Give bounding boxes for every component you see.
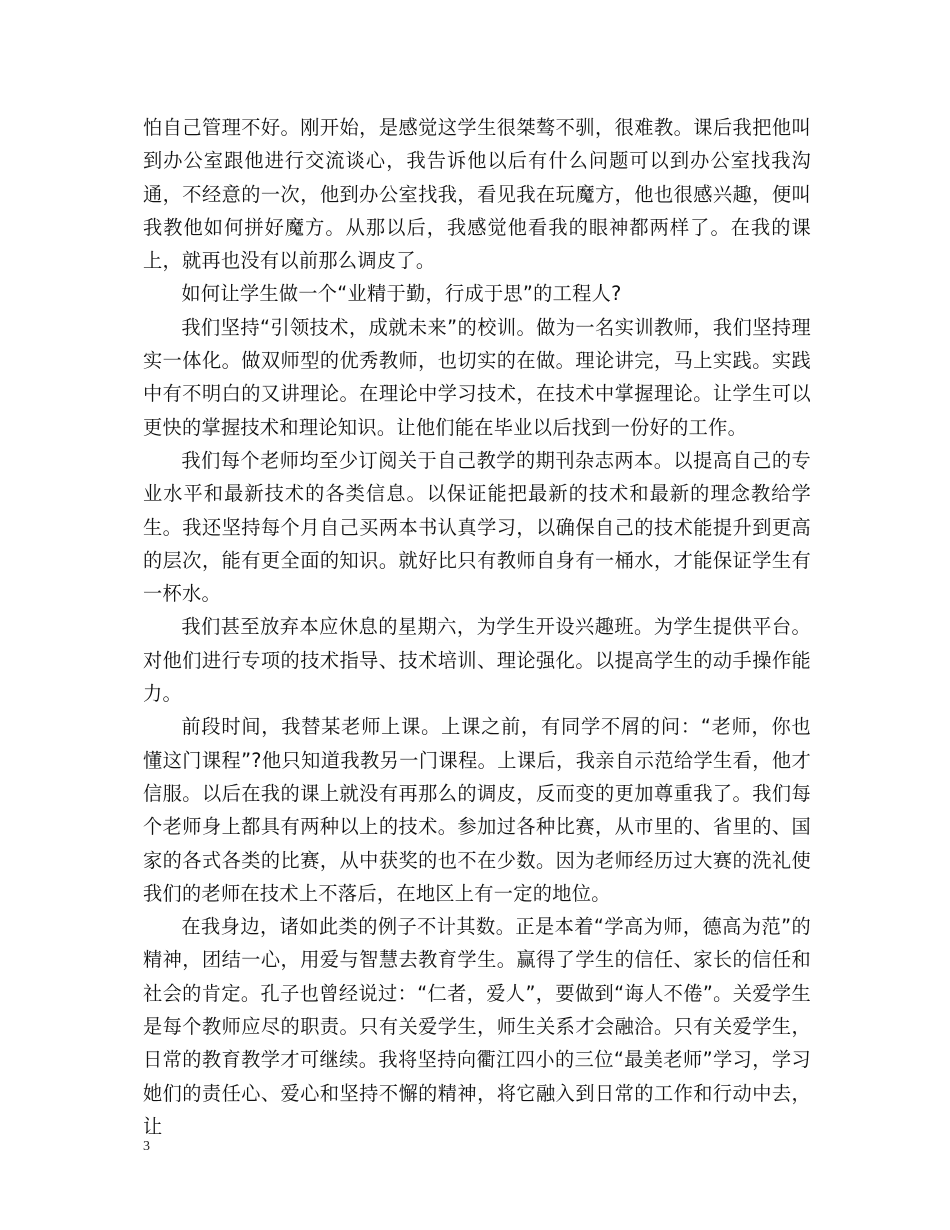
body-text <box>143 111 811 1143</box>
paragraph: 前段时间，我替某老师上课。上课之前，有同学不屑的问：“老师，你也懂这门课程”?他只知道我教另一门课程。上课后，我亲自示范给学生看，他才信服。以后在我的课上就没有再那么的调皮，反而变的更加尊重我了。我们每个老师身上都具有两种以上的技术。参加过各种比赛，从市里的、省里的、国家的各式各类的比赛，从中获奖的也不在少数。因为老师经历过大赛的洗礼使我们的老师在技术上不落后，在地区上有一定的地位。 <box>143 715 811 905</box>
paragraph: 我们甚至放弃本应休息的星期六，为学生开设兴趣班。为学生提供平台。对他们进行专项的技术指导、技术培训、理论强化。以提高学生的动手操作能力。 <box>143 615 811 706</box>
paragraph-heading-question: 如何让学生做一个“业精于勤，行成于思”的工程人? <box>181 282 622 306</box>
paragraph: 在我身边，诸如此类的例子不计其数。正是本着“学高为师，德高为范”的精神，团结一心，用爱与智慧去教育学生。赢得了学生的信任、家长的信任和社会的肯定。孔子也曾经说过：“仁者，爱人”，要做到“诲人不倦”。关爱学生是每个教师应尽的职责。只有关爱学生，师生关系才会融洽。只有关爱学生，日常的教育教学才可继续。我将坚持向衢江四小的三位“最美老师”学习，学习她们的责任心、爱心和坚持不懈的精神，将它融入到日常的工作和行动中去，让 <box>143 915 811 1138</box>
paragraph: 我们每个老师均至少订阅关于自己教学的期刊杂志两本。以提高自己的专业水平和最新技术的各类信息。以保证能把最新的技术和最新的理念教给学生。我还坚持每个月自己买两本书认真学习，以确保自己的技术能提升到更高的层次，能有更全面的知识。就好比只有教师自身有一桶水，才能保证学生有一杯水。 <box>143 448 811 606</box>
paragraph: 我们坚持“引领技术，成就未来”的校训。做为一名实训教师，我们坚持理实一体化。做双师型的优秀教师，也切实的在做。理论讲完，马上实践。实践中有不明白的又讲理论。在理论中学习技术，在技术中掌握理论。让学生可以更快的掌握技术和理论知识。让他们能在毕业以后找到一份好的工作。 <box>143 315 811 439</box>
page-number: 3 <box>143 1139 150 1154</box>
paragraph-continued: 怕自己管理不好。刚开始，是感觉这学生很桀骜不驯，很难教。课后我把他叫到办公室跟他进行交流谈心，我告诉他以后有什么问题可以到办公室找我沟通，不经意的一次，他到办公室找我，看见我在玩魔方，他也很感兴趣，便叫我教他如何拼好魔方。从那以后，我感觉他看我的眼神都两样了。在我的课上，就再也没有以前那么调皮了。 <box>143 116 811 273</box>
